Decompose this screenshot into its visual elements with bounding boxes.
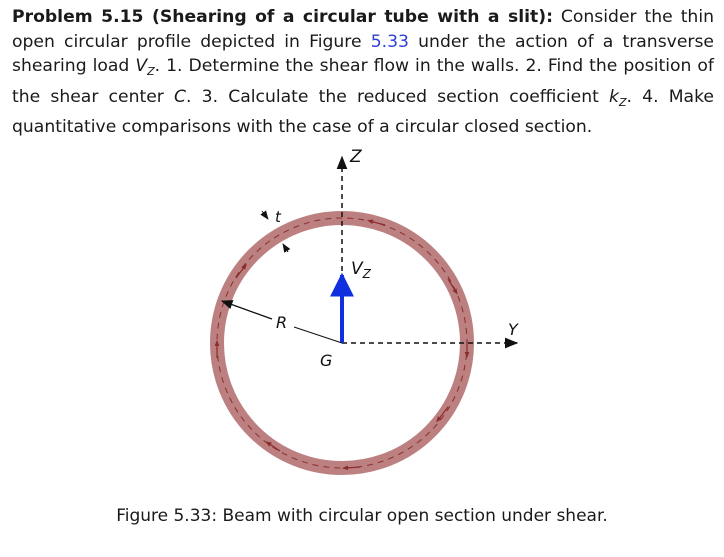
radius-line xyxy=(294,327,342,343)
problem-text-1: Consider the thin open circular profile depicted in Figure xyxy=(12,7,714,52)
y-axis-label: Y xyxy=(508,320,518,339)
radius-label: R xyxy=(276,313,288,332)
radius-arrow xyxy=(222,301,272,319)
coefficient-subscript: Z xyxy=(618,95,627,109)
problem-text-5: . 4. Make quantitative comparisons with the case of a circular closed section. xyxy=(12,86,714,137)
coefficient-symbol: k xyxy=(609,86,619,107)
thickness-arrow-inner xyxy=(283,244,288,252)
shear-center-symbol: C xyxy=(174,86,187,107)
problem-heading: Problem 5.15 (Shearing of a circular tube with a slit): xyxy=(12,7,553,27)
problem-statement xyxy=(12,5,714,140)
load-symbol: V xyxy=(135,56,148,76)
figure-caption: Figure 5.33: Beam with circular open section under shear. xyxy=(116,506,608,526)
thickness-arrow-outer xyxy=(262,211,268,219)
problem-text-4: . 3. Calculate the reduced section coefficient xyxy=(186,86,610,107)
load-subscript: Z xyxy=(147,65,155,78)
shear-load-symbol: V xyxy=(351,259,363,279)
z-axis-label: Z xyxy=(350,147,362,167)
thickness-label: t xyxy=(275,208,281,226)
centroid-label: G xyxy=(320,351,333,370)
problem-text-2: under the action of a transverse shearing load xyxy=(12,31,714,76)
shear-load-subscript: Z xyxy=(362,267,371,281)
circular-section-figure xyxy=(0,130,724,500)
shear-load-label xyxy=(351,259,372,281)
figure-reference-link[interactable]: 5.33 xyxy=(370,31,409,52)
problem-text-3: . 1. Determine the shear flow in the walls. 2. Find the position of the shear center xyxy=(12,56,714,107)
